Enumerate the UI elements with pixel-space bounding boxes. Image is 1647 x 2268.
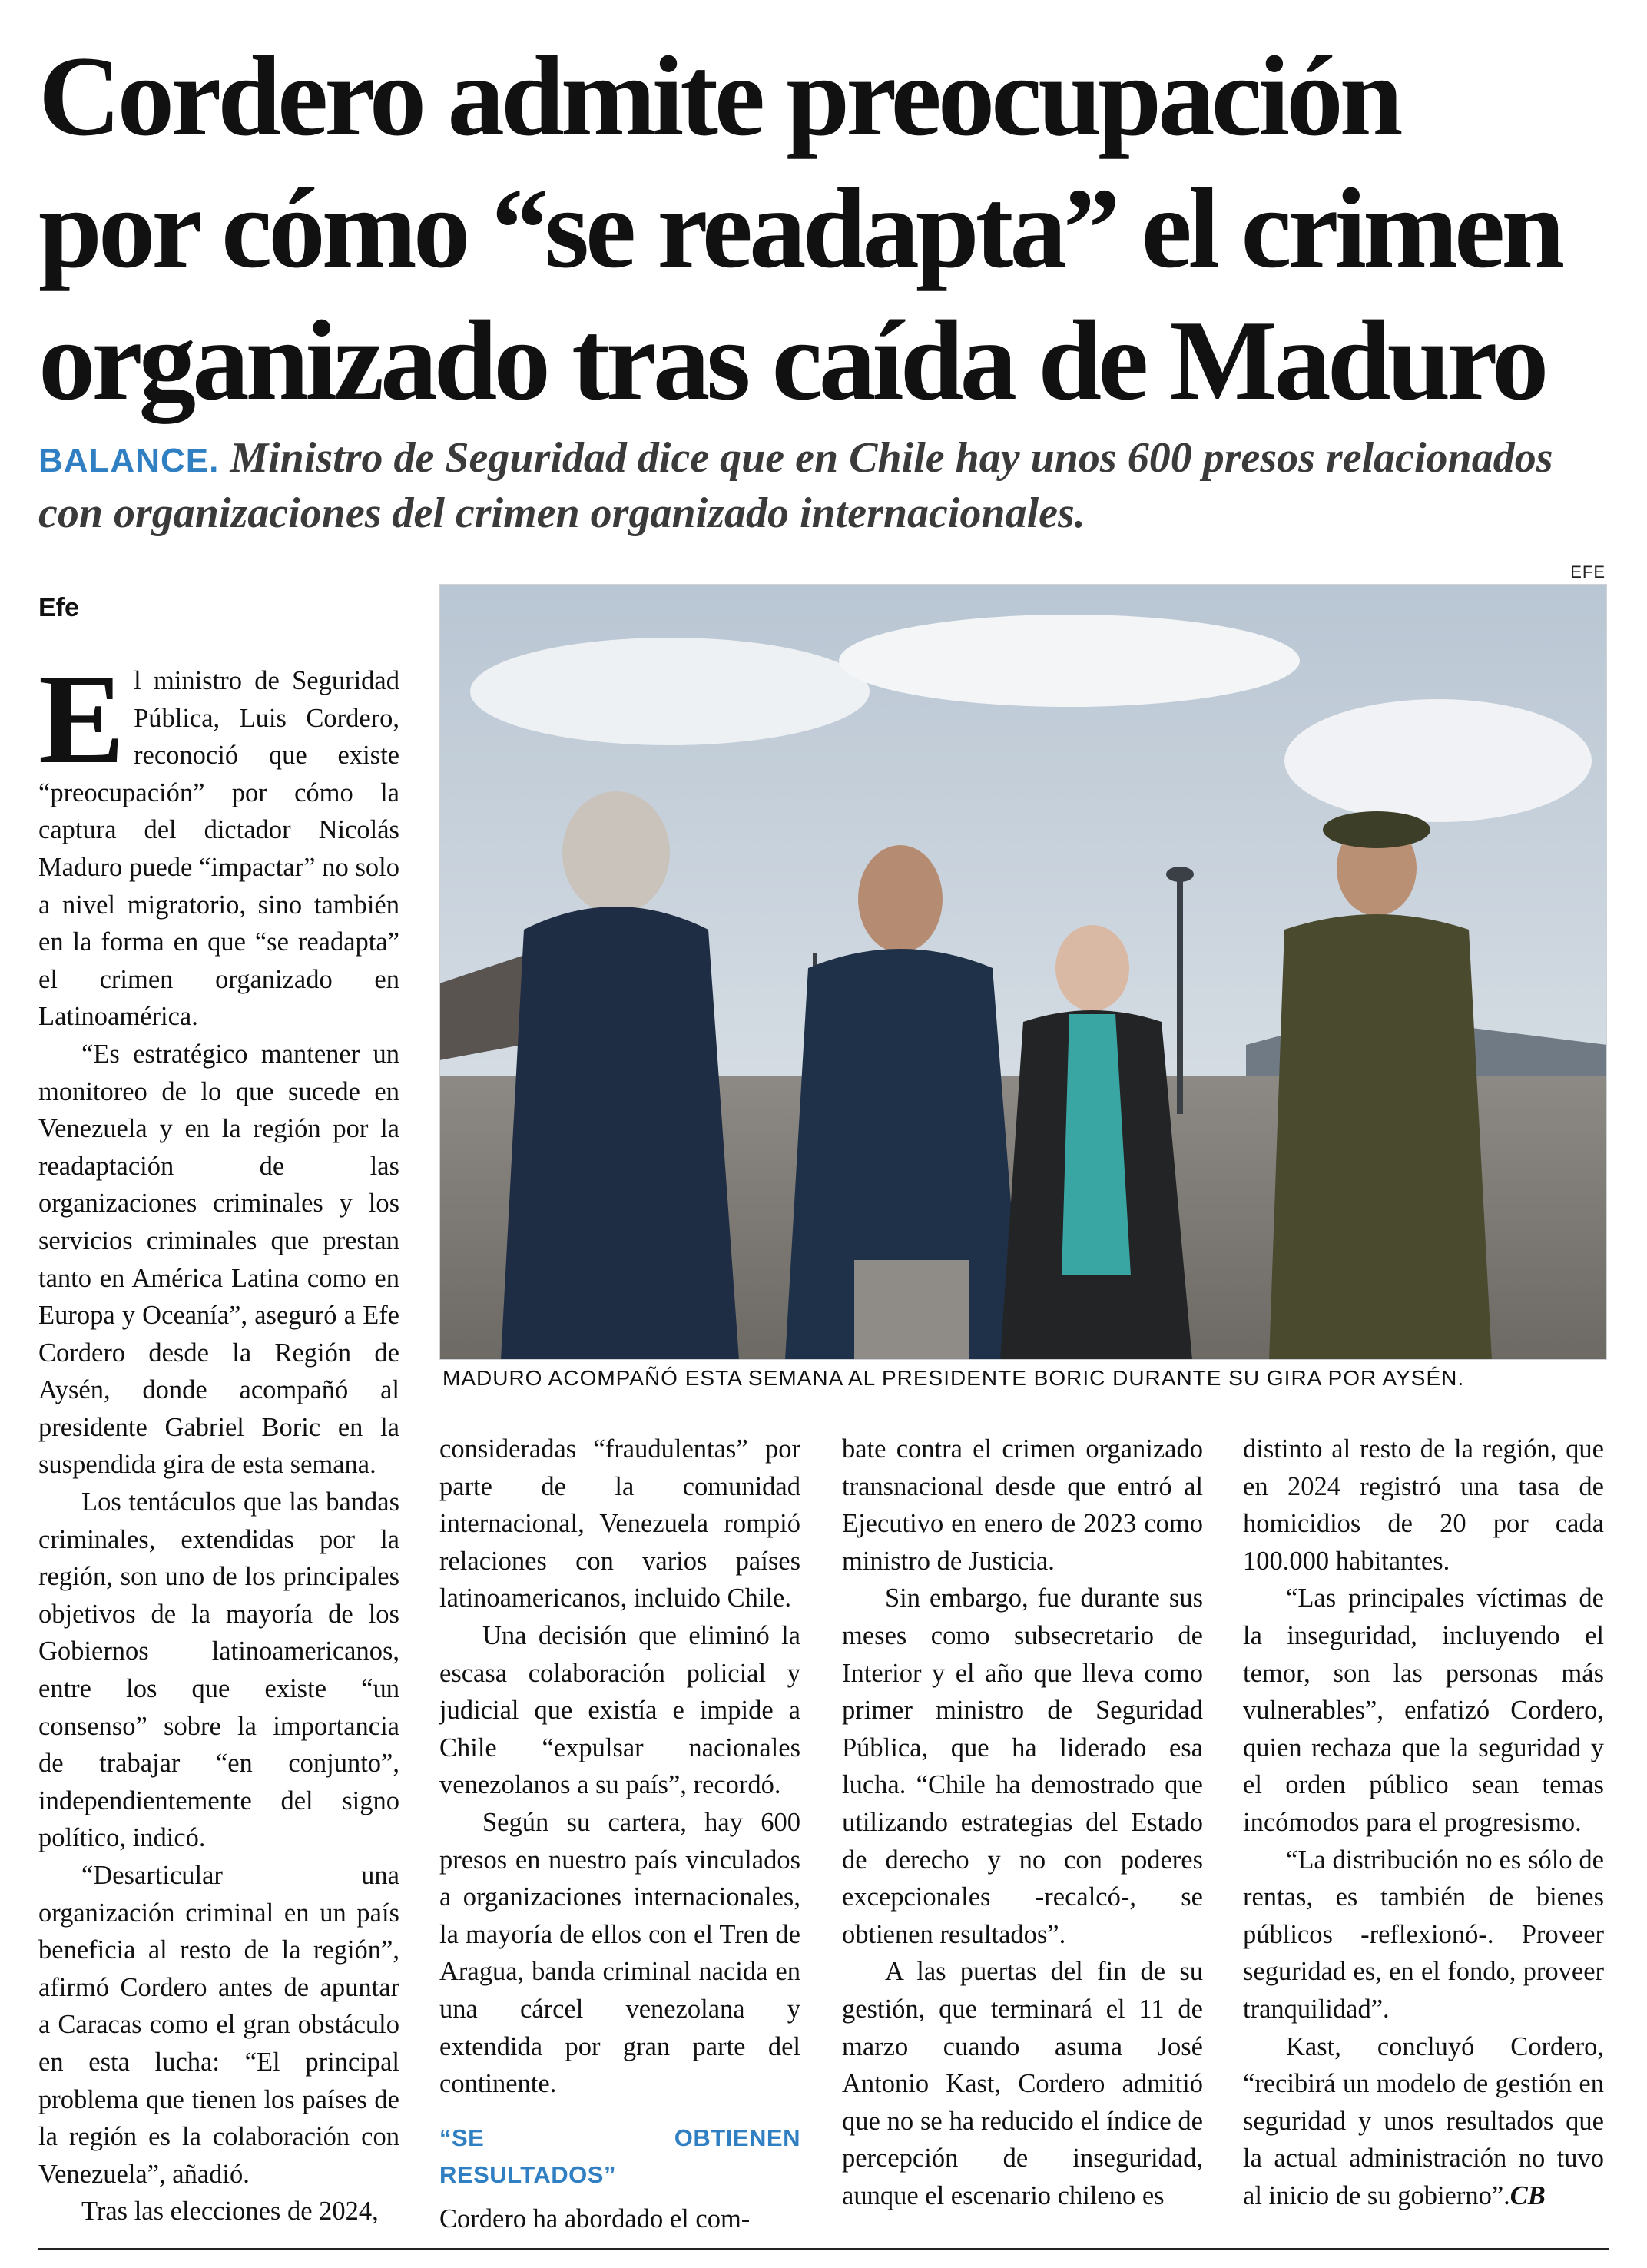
photo-credit: EFE [1570,562,1606,582]
paragraph: Tras las elecciones de 2024, [81,2197,379,2227]
headline-line-2: por cómo “se readapta” el crimen [38,165,1562,292]
dropcap: E [38,648,125,791]
byline: Efe [38,593,79,622]
article-photo [439,584,1607,1360]
article-column-2 [439,1431,800,2237]
headline [38,31,1621,427]
section-subhead: “SE OBTIENEN RESULTADOS” [439,2124,800,2189]
article-column-4 [1243,1431,1604,2214]
end-mark: CB [1509,2180,1546,2210]
paragraph: “Desarticular una organización criminal en un país beneficia al resto de la región”, afirmó Cordero antes de apuntar a Caracas como el gran obstáculo en esta lucha: “El principal problema que tienen los países de la región es la colaboración con Venezuela”, añadió. [38,1861,399,2189]
paragraph: “Las principales víctimas de la inseguridad, incluyendo el temor, son las personas más vulnerables”, enfatizó Cordero, quien rechaza que la seguridad y el orden público sean temas incómodos para el progresismo. [1243,1583,1604,1837]
paragraph [38,648,399,1036]
paragraph-text: Kast, concluyó Cordero, “recibirá un modelo de gestión en seguridad y unos resultados que la actual administración no tuvo al inicio de su gobierno”. [1243,2031,1604,2210]
paragraph: distinto al resto de la región, que en 2024 registró una tasa de homicidios de 20 por cada 100.000 habitantes. [1243,1434,1604,1576]
paragraph: A las puertas del fin de su gestión, que terminará el 11 de marzo cuando asuma José Antonio Kast, Cordero admitió que no se ha reducido el índice de percepción de inseguridad, aunque el escenario chileno es [842,1957,1203,2210]
paragraph: Cordero ha abordado el com- [439,2203,751,2233]
paragraph: bate contra el crimen organizado transnacional desde que entró al Ejecutivo en enero de 2023 como ministro de Justicia. [842,1434,1203,1576]
paragraph [1243,2028,1604,2215]
deck-text: Ministro de Seguridad dice que en Chile hay unos 600 presos relacionados con organizaciones del crimen organizado internacionales. [38,434,1553,537]
paragraph: Los tentáculos que las bandas criminales, extendidas por la región, son uno de los principales objetivos de la mayoría de los Gobiernos latinoamericanos, entre los que existe “un consenso” sobre la importancia de trabajar “en conjunto”, independientemente del signo político, indicó. [38,1487,399,1853]
paragraph: Según su cartera, hay 600 presos en nuestro país vinculados a organizaciones internacionales, la mayoría de ellos con el Tren de Aragua, banda criminal nacida en una cárcel venezolana y extendida por gran parte del continente. [439,1807,800,2099]
paragraph: “La distribución no es sólo de rentas, es también de bienes públicos -reflexionó-. Proveer seguridad es, en el fondo, proveer tranquilidad”. [1243,1845,1604,2024]
photo-caption: MADURO ACOMPAÑÓ ESTA SEMANA AL PRESIDENTE BORIC DURANTE SU GIRA POR AYSÉN. [442,1366,1465,1390]
bottom-rule [38,2248,1609,2250]
deck-label: BALANCE. [38,442,220,479]
paragraph: “Es estratégico mantener un monitoreo de lo que sucede en Venezuela y en la región por la readaptación de las organizaciones criminales y los servicios criminales que prestan tanto en América Latina como en Europa y Oceanía”, aseguró a Efe Cordero desde la Región de Aysén, donde acompañó al presidente Gabriel Boric en la suspendida gira de esta semana. [38,1039,399,1480]
paragraph-text: l ministro de Seguridad Pública, Luis Cordero, reconoció que existe “preocupación” por cómo la captura del dictador Nicolás Maduro puede “impactar” no solo a nivel migratorio, sino también en la forma en que “se readapta” el crimen organizado en Latinoamérica. [38,666,399,1032]
article-column-3 [842,1431,1203,2214]
headline-line-3: organizado tras caída de Maduro [38,297,1546,424]
paragraph: Sin embargo, fue durante sus meses como subsecretario de Interior y el año que lleva como primer ministro de Seguridad Pública, que ha liderado esa lucha. “Chile ha demostrado que utilizando estrategias del Estado de derecho y no con poderes excepcionales -recalcó-, se obtienen resultados”. [842,1583,1203,1949]
headline-line-1: Cordero admite preocupación [38,33,1400,160]
deck [38,432,1621,539]
paragraph: Una decisión que eliminó la escasa colaboración policial y judicial que existía e impide a Chile “expulsar nacionales venezolanos a su país”, recordó. [439,1620,800,1800]
paragraph: consideradas “fraudulentas” por parte de la comunidad internacional, Venezuela rompió relaciones con varios países latinoamericanos, incluido Chile. [439,1434,800,1613]
article-column-1 [38,648,399,2230]
